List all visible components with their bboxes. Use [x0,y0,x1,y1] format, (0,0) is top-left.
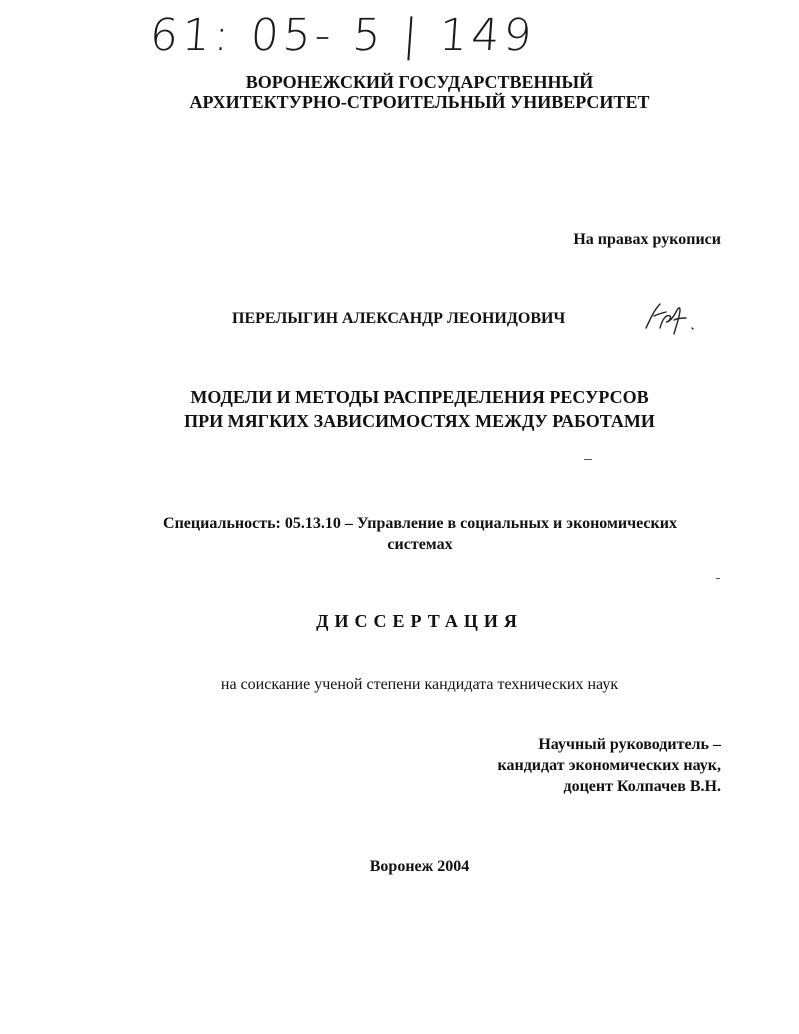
university-name-line2: АРХИТЕКТУРНО-СТРОИТЕЛЬНЫЙ УНИВЕРСИТЕТ [189,92,650,112]
university-name-line1: ВОРОНЕЖСКИЙ ГОСУДАРСТВЕННЫЙ [245,72,594,92]
scan-speck [584,459,592,460]
specialty [120,513,720,555]
handwritten-archive-code: 61: 05- 5 | 149 [148,10,538,61]
author-name: ПЕРЕЛЫГИН АЛЕКСАНДР ЛЕОНИДОВИЧ [232,310,566,327]
specialty-line1: Специальность: 05.13.10 – Управление в социальных и экономических [163,515,677,532]
document-type: ДИССЕРТАЦИЯ [316,611,523,631]
degree-statement: на соискание ученой степени кандидата технических наук [220,676,619,693]
supervisor-block [498,734,721,797]
scan-speck [716,578,720,579]
supervisor-line1: Научный руководитель – [538,736,721,753]
city-year: Воронеж 2004 [369,858,470,875]
author-signature [640,298,700,338]
dissertation-title-line2: ПРИ МЯГКИХ ЗАВИСИМОСТЯХ МЕЖДУ РАБОТАМИ [184,411,655,431]
dissertation-title-line1: МОДЕЛИ И МЕТОДЫ РАСПРЕДЕЛЕНИЯ РЕСУРСОВ [190,387,649,407]
rights-note: На правах рукописи [573,231,721,248]
supervisor-line2: кандидат экономических наук, [497,757,721,774]
supervisor-line3: доцент Колпачев В.Н. [563,778,721,795]
specialty-line2: системах [387,536,453,553]
